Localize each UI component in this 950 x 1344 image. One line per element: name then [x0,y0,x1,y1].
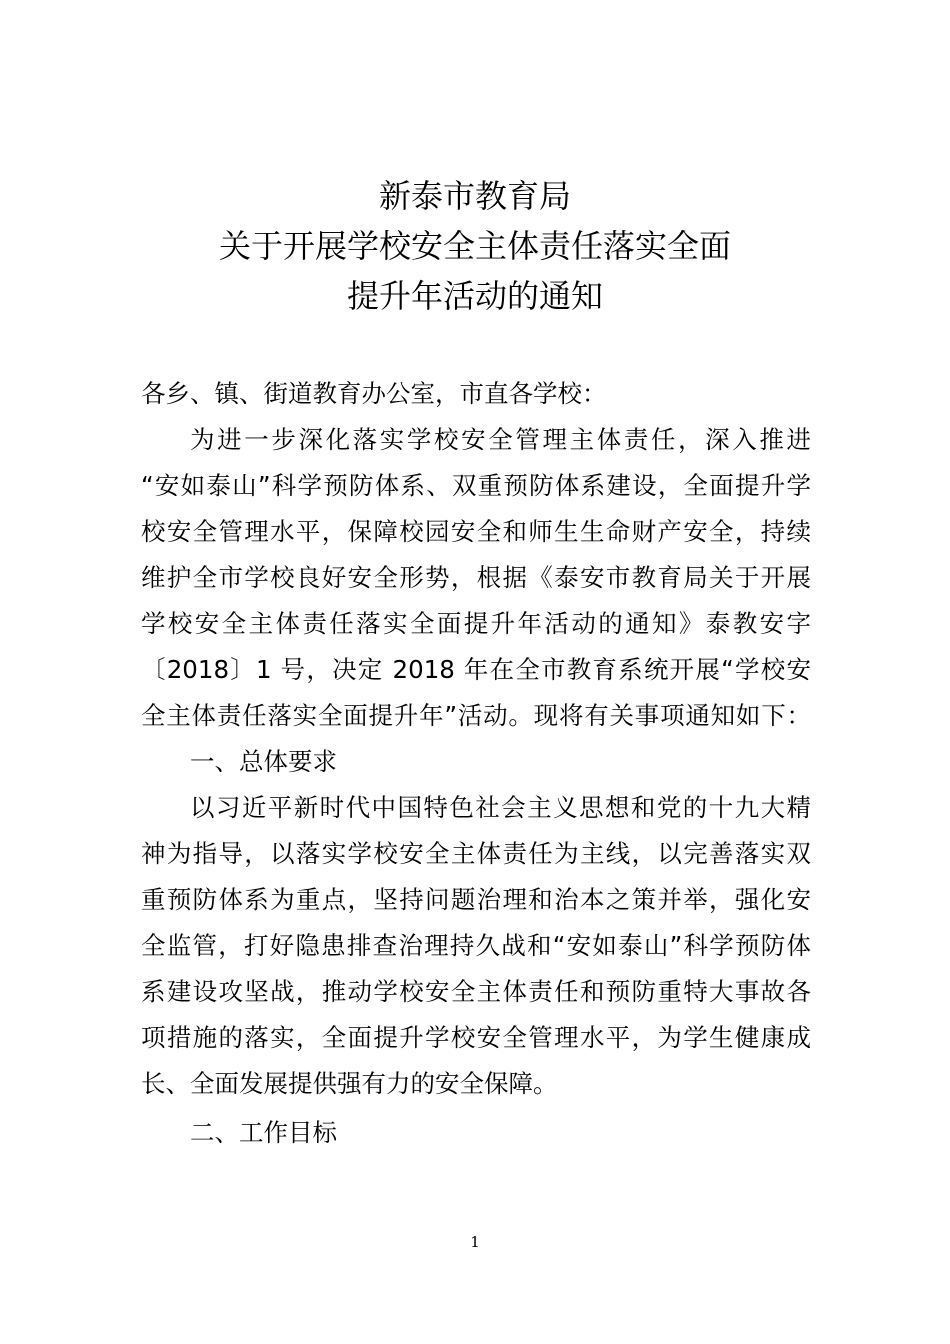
paragraph-line: “安如泰山”科学预防体系、双重预防体系建设，全面提升学 [141,471,811,500]
paragraph-line: 〔2018〕1 号，决定 2018 年在全市教育系统开展“学校安 [141,655,811,684]
paragraph-line: 为进一步深化落实学校安全管理主体责任，深入推进 [190,425,811,454]
paragraph-line: 学校安全主体责任落实全面提升年活动的通知》泰教安字 [141,609,811,638]
paragraph-line: 神为指导，以落实学校安全主体责任为主线，以完善落实双 [141,839,811,868]
section-heading-1: 一、总体要求 [190,747,337,776]
paragraph-line: 以习近平新时代中国特色社会主义思想和党的十九大精 [190,793,811,822]
paragraph-line: 维护全市学校良好安全形势，根据《泰安市教育局关于开展 [141,563,811,592]
paragraph-line: 全监管，打好隐患排查治理持久战和“安如泰山”科学预防体 [141,931,811,960]
title-line-1: 新泰市教育局 [378,177,571,215]
paragraph-line: 项措施的落实，全面提升学校安全管理水平，为学生健康成 [141,1023,811,1052]
page-number: 1 [470,1233,480,1251]
title-line-3: 提升年活动的通知 [346,277,603,315]
paragraph-line: 重预防体系为重点，坚持问题治理和治本之策并举，强化安 [141,885,811,914]
paragraph-line: 校安全管理水平，保障校园安全和师生生命财产安全，持续 [141,517,811,546]
salutation: 各乡、镇、街道教育办公室，市直各学校： [141,379,607,408]
paragraph-line: 系建设攻坚战，推动学校安全主体责任和预防重特大事故各 [141,977,811,1006]
paragraph-line: 长、全面发展提供强有力的安全保障。 [141,1069,558,1098]
title-line-2: 关于开展学校安全主体责任落实全面 [218,227,731,265]
section-heading-2: 二、工作目标 [190,1118,337,1147]
paragraph-line: 全主体责任落实全面提升年”活动。现将有关事项通知如下： [141,701,811,730]
